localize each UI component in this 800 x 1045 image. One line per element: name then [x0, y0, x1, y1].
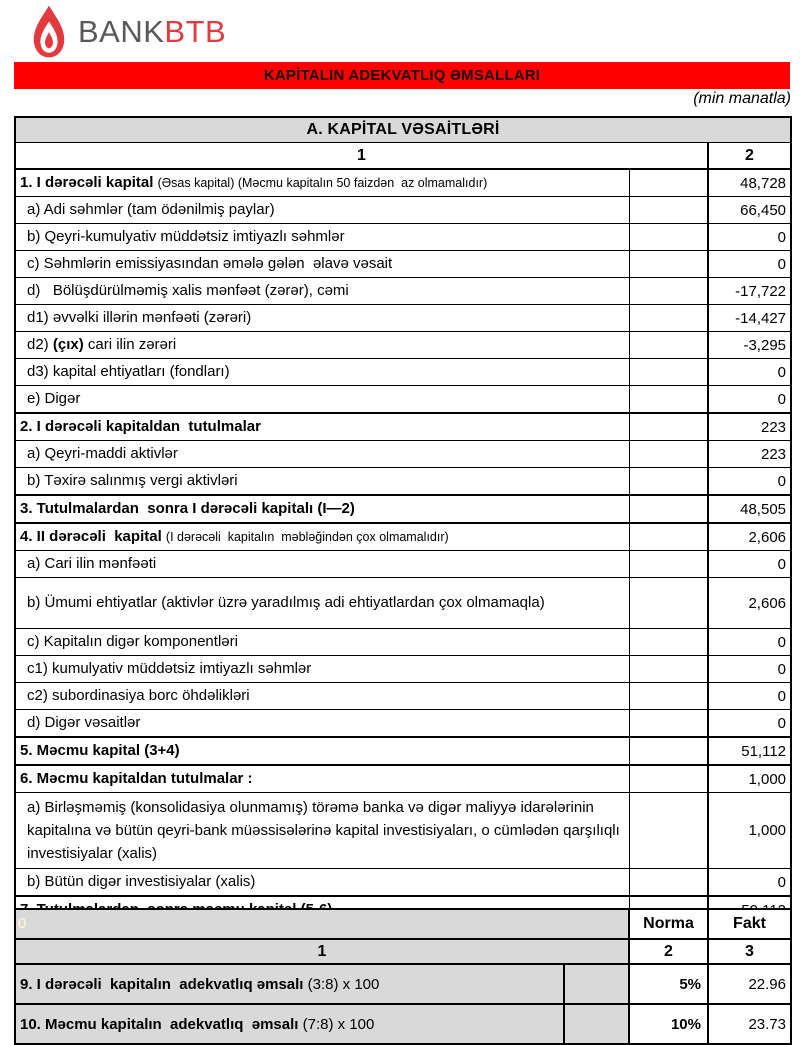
- table-row: [15, 869, 791, 897]
- row-value: 0: [708, 224, 791, 251]
- row-empty-cell: [629, 386, 708, 414]
- row-value: 223: [708, 441, 791, 468]
- ratio-label: [15, 964, 564, 1004]
- table-row: [15, 386, 791, 414]
- corner-cell: [15, 909, 629, 939]
- capital-table-title-row: [15, 117, 791, 143]
- row-value: 0: [708, 656, 791, 683]
- row-text-part: 5. Məcmu kapital (3+4): [20, 742, 180, 760]
- adequacy-header-row: [15, 909, 791, 939]
- row-empty-cell: [629, 523, 708, 551]
- table-row: [15, 551, 791, 578]
- row-value: 66,450: [708, 197, 791, 224]
- row-label: [15, 869, 629, 897]
- row-empty-cell: [629, 441, 708, 468]
- row-empty-cell: [629, 656, 708, 683]
- row-empty-cell: [629, 495, 708, 523]
- row-value: 0: [708, 710, 791, 738]
- table-row: [15, 495, 791, 523]
- table-row: [15, 793, 791, 869]
- row-value: 51,112: [708, 737, 791, 765]
- row-text-part: a) Cari ilin mənfəəti: [27, 555, 157, 573]
- row-label: [15, 551, 629, 578]
- adequacy-table-body: [15, 964, 791, 1044]
- row-text-part: a) Adi səhmlər (tam ödənilmiş paylar): [27, 201, 275, 219]
- ratio-empty-cell: [564, 964, 629, 1004]
- row-label: [15, 765, 629, 793]
- row-value: -3,295: [708, 332, 791, 359]
- ratio-fakt-value: 23.73: [708, 1004, 791, 1044]
- logo-text: [78, 16, 226, 47]
- row-text-part: 4. II dərəcəli kapital: [20, 528, 166, 546]
- table-row: [15, 169, 791, 197]
- table-row: [15, 468, 791, 496]
- col-header-b2: 2: [629, 939, 708, 964]
- ratio-label: [15, 1004, 564, 1044]
- col-header-1: 1: [15, 143, 708, 170]
- ratio-norma-value: 5%: [629, 964, 708, 1004]
- row-empty-cell: [629, 169, 708, 197]
- capital-table: [14, 116, 792, 953]
- row-text-part: cari ilin zərəri: [83, 336, 177, 354]
- row-empty-cell: [629, 305, 708, 332]
- table-row: [15, 656, 791, 683]
- table-row: [15, 578, 791, 629]
- row-text-part: (I dərəcəli kapitalın məbləğindən çox olmamalıdır): [165, 530, 449, 545]
- row-label: [15, 305, 629, 332]
- row-text-part: b) Qeyri-kumulyativ müddətsiz imtiyazlı səhmlər: [27, 228, 345, 246]
- row-label: [15, 386, 629, 414]
- bank-logo: [28, 5, 226, 58]
- row-text-part: d) Digər vəsaitlər: [27, 714, 141, 732]
- row-empty-cell: [629, 332, 708, 359]
- row-text-part: 3. Tutulmalardan sonra I dərəcəli kapitalı (I—2): [20, 500, 355, 518]
- table-row: [15, 332, 791, 359]
- row-value: 2,606: [708, 578, 791, 629]
- row-text-part: a) Birləşməmiş (konsolidasiya olunmamış) törəmə banka və digər maliyyə idarələrinin kapitalına və bütün qeyri-bank müəssisələrinə kapital investisiyaları, o cümlədən qarşılıqlı investisiyalar (xalis): [27, 798, 620, 863]
- row-text-part: c) Səhmlərin emissiyasından əmələ gələn əlavə vəsait: [27, 255, 393, 273]
- row-value: 0: [708, 869, 791, 897]
- adequacy-colnum-row: [15, 939, 791, 964]
- row-value: 0: [708, 251, 791, 278]
- row-text-part: d) Bölüşdürülməmiş xalis mənfəət (zərər), cəmi: [27, 282, 349, 300]
- row-label: [15, 683, 629, 710]
- row-text-part: c2) subordinasiya borc öhdəlikləri: [27, 687, 250, 705]
- ratio-row: [15, 964, 791, 1004]
- table-row: [15, 683, 791, 710]
- row-label: [15, 793, 629, 869]
- row-value: 48,505: [708, 495, 791, 523]
- ratio-empty-cell: [564, 1004, 629, 1044]
- row-empty-cell: [629, 359, 708, 386]
- row-text-part: (Əsas kapital) (Məcmu kapitalın 50 faizdən az olmamalıdır): [157, 176, 488, 191]
- row-label: [15, 224, 629, 251]
- ratio-norma-value: 10%: [629, 1004, 708, 1044]
- row-empty-cell: [629, 793, 708, 869]
- table-row: [15, 737, 791, 765]
- row-value: 48,728: [708, 169, 791, 197]
- row-empty-cell: [629, 278, 708, 305]
- row-label: [15, 169, 629, 197]
- row-empty-cell: [629, 251, 708, 278]
- row-label: [15, 737, 629, 765]
- row-label: [15, 710, 629, 738]
- row-label: [15, 495, 629, 523]
- adequacy-table: [14, 908, 792, 1045]
- table-row: [15, 629, 791, 656]
- table-row: [15, 251, 791, 278]
- table-row: [15, 278, 791, 305]
- col-header-b1: 1: [15, 939, 629, 964]
- table-row: [15, 765, 791, 793]
- row-empty-cell: [629, 683, 708, 710]
- row-text-part: 9. I dərəcəli kapitalın adekvatlıq əmsalı: [20, 975, 308, 993]
- capital-table-body: [15, 169, 791, 952]
- logo-word-btb: BTB: [164, 14, 227, 49]
- row-text-part: (çıx): [52, 336, 84, 354]
- row-text-part: b) Təxirə salınmış vergi aktivləri: [27, 472, 238, 490]
- table-row: [15, 359, 791, 386]
- row-text-part: e) Digər: [27, 390, 81, 408]
- row-value: 0: [708, 359, 791, 386]
- row-text-part: d1) əvvəlki illərin mənfəəti (zərəri): [27, 309, 252, 327]
- flame-icon: [28, 5, 70, 58]
- ratio-fakt-value: 22.96: [708, 964, 791, 1004]
- row-text-part: 2. I dərəcəli kapitaldan tutulmalar: [20, 418, 261, 436]
- row-value: 1,000: [708, 793, 791, 869]
- row-text-part: d3) kapital ehtiyatları (fondları): [27, 363, 230, 381]
- row-empty-cell: [629, 629, 708, 656]
- row-empty-cell: [629, 551, 708, 578]
- row-text-part: (7:8) x 100: [302, 1015, 375, 1033]
- row-text-part: c1) kumulyativ müddətsiz imtiyazlı səhmlər: [27, 660, 312, 678]
- row-value: 223: [708, 413, 791, 441]
- logo-word-bank: BANK: [78, 14, 165, 49]
- capital-table-title: A. KAPİTAL VƏSAİTLƏRİ: [15, 117, 791, 143]
- row-empty-cell: [629, 869, 708, 897]
- report-title-banner: [14, 62, 790, 89]
- capital-table-colnum-row: [15, 143, 791, 170]
- row-text-part: 6. Məcmu kapitaldan tutulmalar :: [20, 770, 253, 788]
- row-text-part: b) Bütün digər investisiyalar (xalis): [27, 873, 256, 891]
- row-label: [15, 656, 629, 683]
- table-row: [15, 523, 791, 551]
- unit-note: (min manatla): [693, 90, 791, 107]
- row-value: 1,000: [708, 765, 791, 793]
- row-empty-cell: [629, 413, 708, 441]
- row-empty-cell: [629, 737, 708, 765]
- row-text-part: (3:8) x 100: [307, 975, 380, 993]
- table-row: [15, 224, 791, 251]
- table-row: [15, 413, 791, 441]
- corner-zero: 0: [18, 915, 27, 932]
- norma-header: Norma: [629, 909, 708, 939]
- row-text-part: c) Kapitalın digər komponentləri: [27, 633, 238, 651]
- row-label: [15, 197, 629, 224]
- row-value: -14,427: [708, 305, 791, 332]
- row-empty-cell: [629, 197, 708, 224]
- row-empty-cell: [629, 224, 708, 251]
- col-header-2: 2: [708, 143, 791, 170]
- row-value: -17,722: [708, 278, 791, 305]
- row-text-part: a) Qeyri-maddi aktivlər: [27, 445, 178, 463]
- row-empty-cell: [629, 578, 708, 629]
- col-header-b3: 3: [708, 939, 791, 964]
- row-value: 0: [708, 468, 791, 496]
- row-label: [15, 578, 629, 629]
- row-value: 0: [708, 386, 791, 414]
- row-text-part: d2): [27, 336, 53, 354]
- table-row: [15, 197, 791, 224]
- row-value: 0: [708, 551, 791, 578]
- row-text-part: 1. I dərəcəli kapital: [20, 174, 158, 192]
- row-label: [15, 332, 629, 359]
- row-label: [15, 523, 629, 551]
- row-text-part: 10. Məcmu kapitalın adekvatlıq əmsalı: [20, 1015, 303, 1033]
- table-row: [15, 305, 791, 332]
- ratio-row: [15, 1004, 791, 1044]
- row-label: [15, 413, 629, 441]
- row-empty-cell: [629, 765, 708, 793]
- report-title: KAPİTALIN ADEKVATLIQ ƏMSALLARI: [263, 67, 541, 84]
- row-label: [15, 359, 629, 386]
- row-label: [15, 441, 629, 468]
- table-row: [15, 441, 791, 468]
- row-empty-cell: [629, 468, 708, 496]
- row-label: [15, 629, 629, 656]
- table-row: [15, 710, 791, 738]
- row-value: 0: [708, 683, 791, 710]
- row-empty-cell: [629, 710, 708, 738]
- row-label: [15, 278, 629, 305]
- row-text-part: b) Ümumi ehtiyatlar (aktivlər üzrə yaradılmış adi ehtiyatlardan çox olmamaqla): [27, 594, 545, 612]
- row-label: [15, 251, 629, 278]
- row-value: 0: [708, 629, 791, 656]
- fakt-header: Fakt: [708, 909, 791, 939]
- row-value: 2,606: [708, 523, 791, 551]
- row-label: [15, 468, 629, 496]
